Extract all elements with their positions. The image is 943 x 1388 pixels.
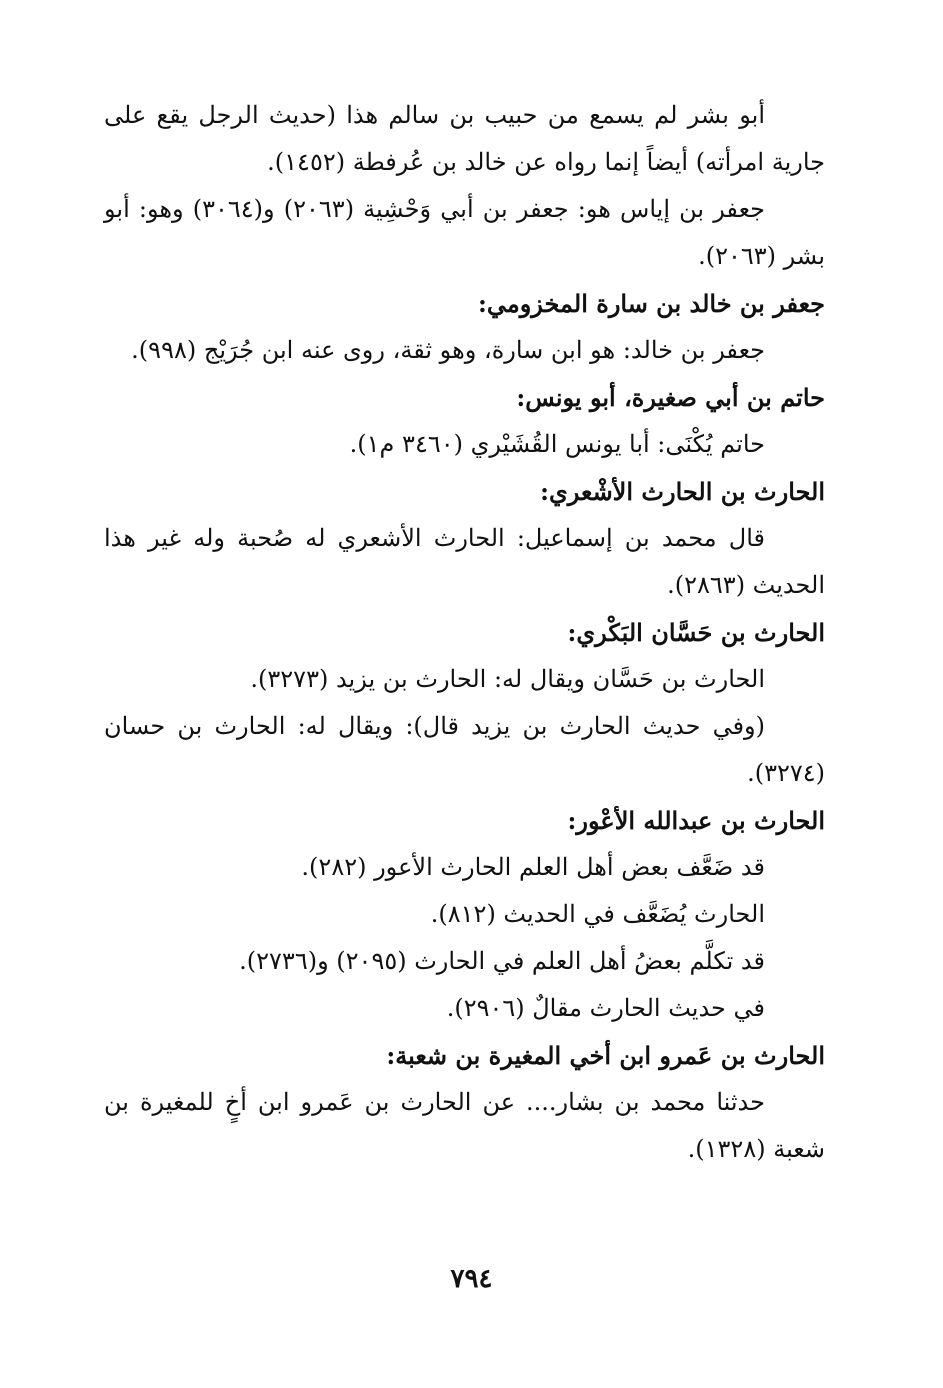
- entry-paragraph: قد تكلَّم بعضُ أهل العلم في الحارث (٢٠٩٥) و(٢٧٣٦).: [239, 947, 765, 975]
- section-heading: الحارث بن الحارث الأشْعري:: [540, 477, 825, 506]
- entry-paragraph: حدثنا محمد بن بشار.... عن الحارث بن عَمرو ابن أخٍ للمغيرة بن شعبة (١٣٢٨).: [104, 1088, 825, 1163]
- page-body: [104, 92, 825, 1173]
- entry-paragraph: قال محمد بن إسماعيل: الحارث الأشعري له صُحبة وله غير هذا الحديث (٢٨٦٣).: [104, 524, 825, 599]
- entry-paragraph: قد ضَعَّف بعض أهل العلم الحارث الأعور (٢٨٢).: [301, 853, 765, 881]
- entry-paragraph: في حديث الحارث مقالٌ (٢٩٠٦).: [446, 994, 765, 1022]
- section-heading: حاتم بن أبي صغيرة، أبو يونس:: [516, 383, 825, 412]
- entry-paragraph: أبو بشر لم يسمع من حبيب بن سالم هذا (حديث الرجل يقع على جارية امرأته) أيضاً إنما رواه عن خالد بن عُرفطة (١٤٥٢).: [104, 101, 825, 176]
- section-heading: الحارث بن حَسَّان البَكْري:: [567, 618, 825, 647]
- entry-paragraph: الحارث بن حَسَّان ويقال له: الحارث بن يزيد (٣٢٧٣).: [250, 665, 765, 693]
- entry-paragraph: حاتم يُكْنَى: أبا يونس القُشَيْري (٣٤٦٠ م١).: [349, 430, 765, 458]
- entry-paragraph: جعفر بن خالد: هو ابن سارة، وهو ثقة، روى عنه ابن جُرَيْج (٩٩٨).: [131, 336, 765, 364]
- page-number: ٧٩٤: [450, 1264, 493, 1294]
- section-heading: الحارث بن عبدالله الأعْور:: [567, 806, 825, 835]
- entry-paragraph: جعفر بن إياس هو: جعفر بن أبي وَحْشِية (٢٠٦٣) و(٣٠٦٤) وهو: أبو بشر (٢٠٦٣).: [104, 195, 825, 270]
- section-heading: الحارث بن عَمرو ابن أخي المغيرة بن شعبة:: [386, 1041, 825, 1070]
- entry-paragraph: الحارث يُضَعَّف في الحديث (٨١٢).: [430, 900, 765, 928]
- entry-paragraph: (وفي حديث الحارث بن يزيد قال): ويقال له: الحارث بن حسان (٣٢٧٤).: [104, 712, 825, 787]
- section-heading: جعفر بن خالد بن سارة المخزومي:: [477, 289, 825, 318]
